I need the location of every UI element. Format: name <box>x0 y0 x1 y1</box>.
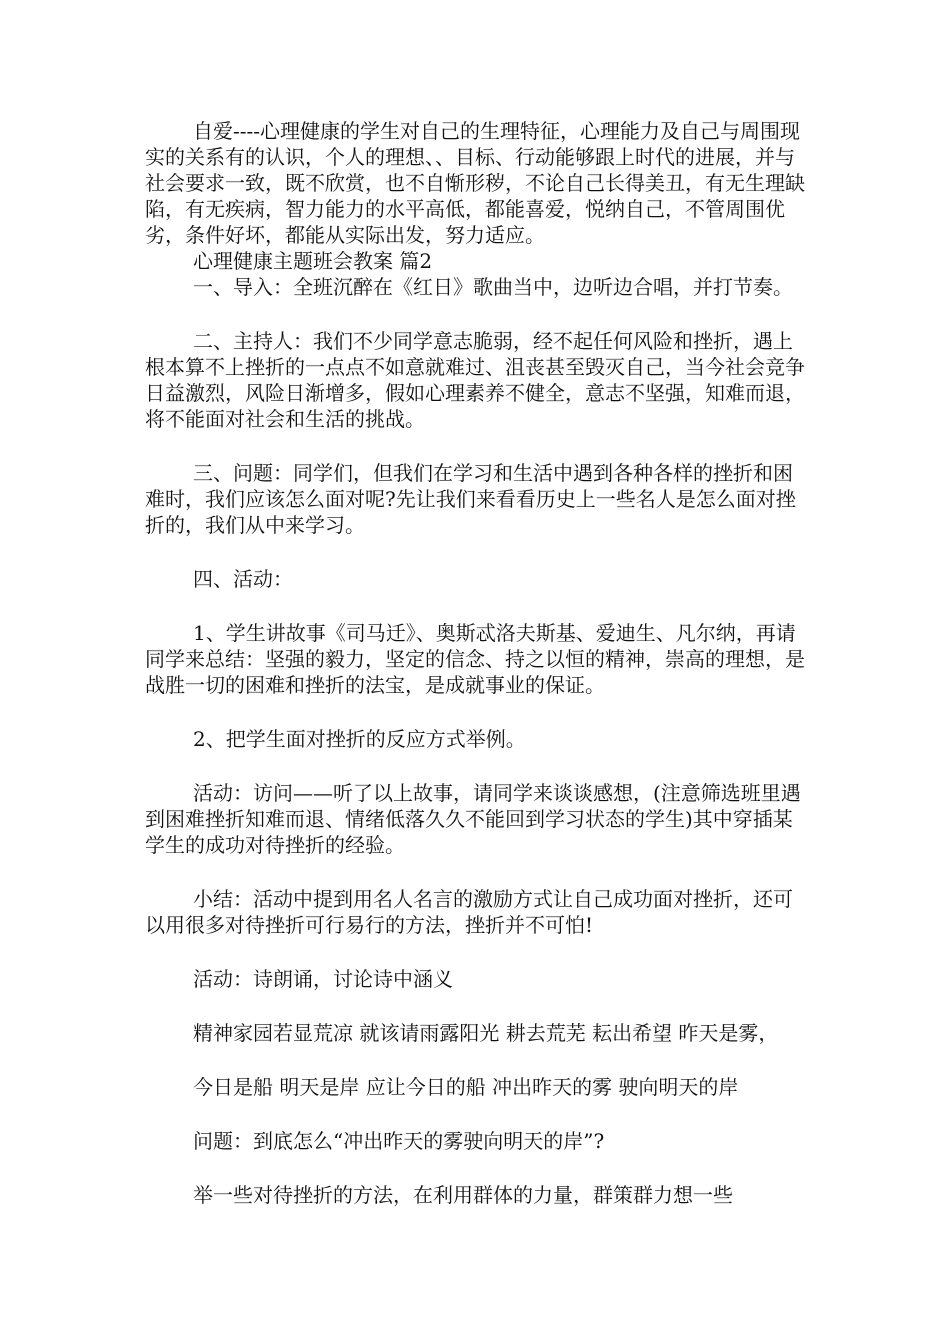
paragraph-activity-heading: 四、活动： <box>193 567 293 591</box>
paragraph-summary: 小结：活动中提到用名人名言的激励方式让自己成功面对挫折，还可以用很多对待挫折可行易行的方法，挫折并不可怕! <box>145 887 793 937</box>
paragraph-poem-activity: 活动：诗朗诵，讨论诗中涵义 <box>193 967 453 991</box>
paragraph-activity-2: 2、把学生面对挫折的反应方式举例。 <box>193 727 526 751</box>
paragraph-self-love: 自爱----心理健康的学生对自己的生理特征，心理能力及自己与周围现实的关系有的认识，个人的理想、、目标、行动能够跟上时代的进展，并与社会要求一致，既不欣赏，也不自惭形秽，不论自己长得美丑，有无生理缺陷，有无疾病，智力能力的水平高低，都能喜爱，悦纳自己，不管周围优劣，条件好坏，都能从实际出发，努力适应。 <box>145 119 805 247</box>
paragraph-poem-line-1: 精神家园若显荒凉 就该请雨露阳光 耕去荒芜 耘出希望 昨天是雾， <box>193 1021 779 1045</box>
document-body <box>145 118 805 1208</box>
paragraph-question: 三、问题：同学们，但我们在学习和生活中遇到各种各样的挫折和困难时，我们应该怎么面对呢?先让我们来看看历史上一些名人是怎么面对挫折的，我们从中来学习。 <box>145 461 796 537</box>
paragraph-host: 二、主持人：我们不少同学意志脆弱，经不起任何风险和挫折，遇上根本算不上挫折的一点点不如意就难过、沮丧甚至毁灭自己，当今社会竞争日益激烈，风险日渐增多，假如心理素养不健全，意志不坚强，知难而退，将不能面对社会和生活的挑战。 <box>145 329 805 431</box>
section-heading: 心理健康主题班会教案 篇2 <box>193 249 433 273</box>
paragraph-intro: 一、导入：全班沉醉在《红日》歌曲当中，边听边合唱，并打节奏。 <box>193 275 793 299</box>
paragraph-poem-line-2: 今日是船 明天是岸 应让今日的船 冲出昨天的雾 驶向明天的岸 <box>193 1075 739 1099</box>
paragraph-activity-1: 1、学生讲故事《司马迁》、奥斯忒洛夫斯基、爱迪生、凡尔纳，再请同学来总结：坚强的毅力，坚定的信念、持之以恒的精神，崇高的理想，是战胜一切的困难和挫折的法宝，是成就事业的保证。 <box>145 621 805 697</box>
paragraph-poem-question: 问题：到底怎么“冲出昨天的雾驶向明天的岸”? <box>193 1129 605 1153</box>
paragraph-interview: 活动：访问——听了以上故事，请同学来谈谈感想，(注意筛选班里遇到困难挫折知难而退、情绪低落久久不能回到学习状态的学生)其中穿插某学生的成功对待挫折的经验。 <box>145 781 801 857</box>
paragraph-methods: 举一些对待挫折的方法，在利用群体的力量，群策群力想一些 <box>193 1183 733 1207</box>
